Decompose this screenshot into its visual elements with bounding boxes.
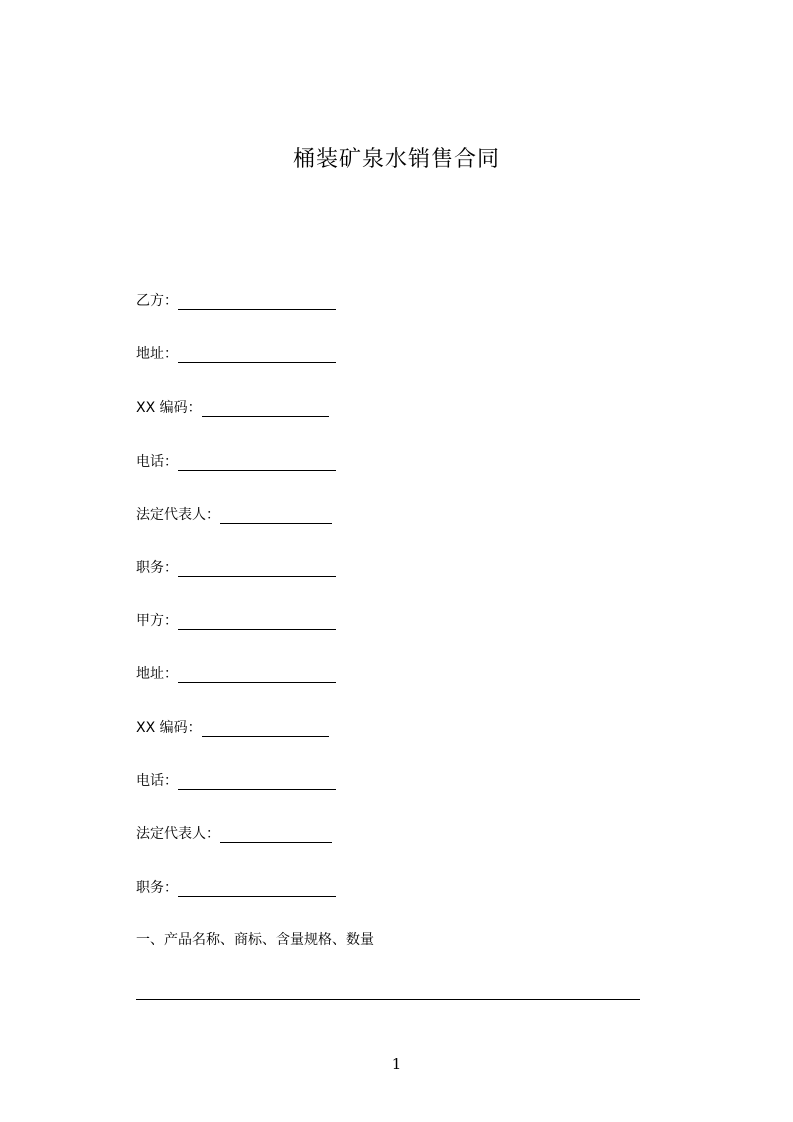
party-a-legal-rep-label: 法定代表人： [136,826,220,842]
party-a-position-field [136,879,336,897]
party-b-label: 乙方： [136,293,178,309]
party-b-legal-rep-blank[interactable] [220,509,332,524]
party-b-blank[interactable] [178,295,336,310]
party-b-position-blank[interactable] [178,562,336,577]
party-b-postcode-label: XX 编码： [136,400,202,416]
party-b-phone-field [136,453,336,471]
document-title: 桶装矿泉水销售合同 [292,147,500,172]
party-b-postcode-field [136,399,329,417]
party-a-legal-rep-field [136,825,332,843]
party-a-position-blank[interactable] [178,882,336,897]
party-b-legal-rep-label: 法定代表人： [136,507,220,523]
party-b-phone-label: 电话： [136,454,178,470]
section-1-heading: 一、产品名称、商标、含量规格、数量 [136,932,374,948]
party-b-legal-rep-field [136,506,332,524]
party-a-address-label: 地址： [136,666,178,682]
party-a-phone-blank[interactable] [178,775,336,790]
section-1-blank-line[interactable] [136,999,640,1000]
party-b-address-blank[interactable] [178,348,336,363]
party-b-field [136,292,336,310]
party-a-legal-rep-blank[interactable] [220,828,332,843]
party-a-blank[interactable] [178,615,336,630]
party-b-position-label: 职务： [136,560,178,576]
party-b-address-field [136,345,336,363]
party-a-position-label: 职务： [136,880,178,896]
party-a-phone-label: 电话： [136,773,178,789]
page-number: 1 [391,1055,402,1073]
party-a-postcode-label: XX 编码： [136,720,202,736]
party-a-label: 甲方： [136,613,178,629]
party-b-postcode-blank[interactable] [202,402,329,417]
party-a-address-blank[interactable] [178,668,336,683]
party-b-position-field [136,559,336,577]
party-a-phone-field [136,772,336,790]
party-b-phone-blank[interactable] [178,456,336,471]
party-b-address-label: 地址： [136,346,178,362]
party-a-field [136,612,336,630]
party-a-address-field [136,665,336,683]
party-a-postcode-blank[interactable] [202,722,329,737]
party-a-postcode-field [136,719,329,737]
